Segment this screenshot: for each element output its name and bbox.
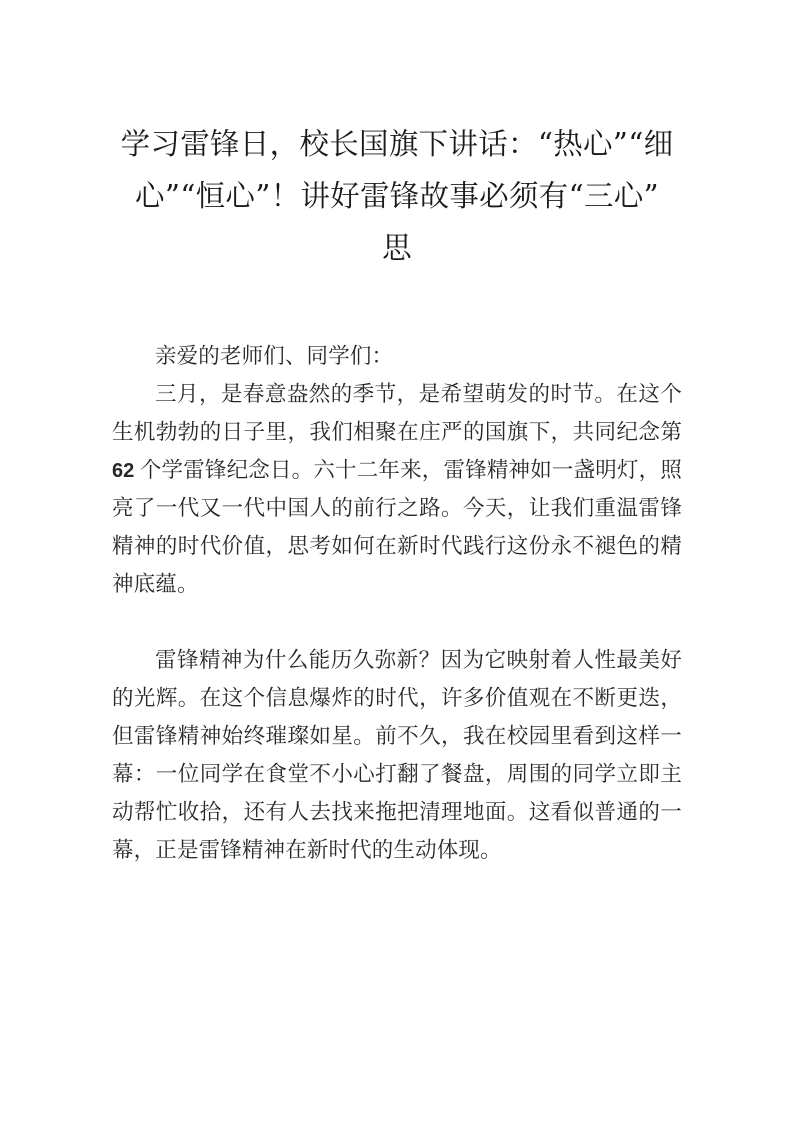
document-body	[112, 338, 682, 870]
page-title-line: 思	[382, 231, 412, 265]
page-title	[112, 118, 682, 274]
paragraph-2: 雷锋精神为什么能历久弥新？因为它映射着人性最美好的光辉。在这个信息爆炸的时代，许多价值观在不断更迭，但雷锋精神始终璀璨如星。前不久，我在校园里看到这样一幕：一位同学在食堂不小心打翻了餐盘，周围的同学立即主动帮忙收拾，还有人去找来拖把清理地面。这看似普通的一幕，正是雷锋精神在新时代的生动体现。	[112, 648, 682, 863]
paragraph-list	[112, 376, 682, 870]
anniversary-number: 62	[112, 460, 140, 482]
page-title-line: 心”“恒心”！讲好雷锋故事必须有“三心”	[135, 179, 659, 213]
document-content	[112, 118, 682, 870]
salutation: 亲爱的老师们、同学们：	[155, 344, 394, 369]
paragraph-1: 三月，是春意盎然的季节，是希望萌发的时节。在这个生机勃勃的日子里，我们相聚在庄严的国旗下，共同纪念第 62 个学雷锋纪念日。六十二年来，雷锋精神如一盏明灯，照亮了一代又一代中国人的前行之路。今天，让我们重温雷锋精神的时代价值，思考如何在新时代践行这份永不褪色的精神底蕴。	[112, 382, 682, 597]
page-title-line: 学习雷锋日，校长国旗下讲话：“热心”“细	[120, 127, 674, 161]
